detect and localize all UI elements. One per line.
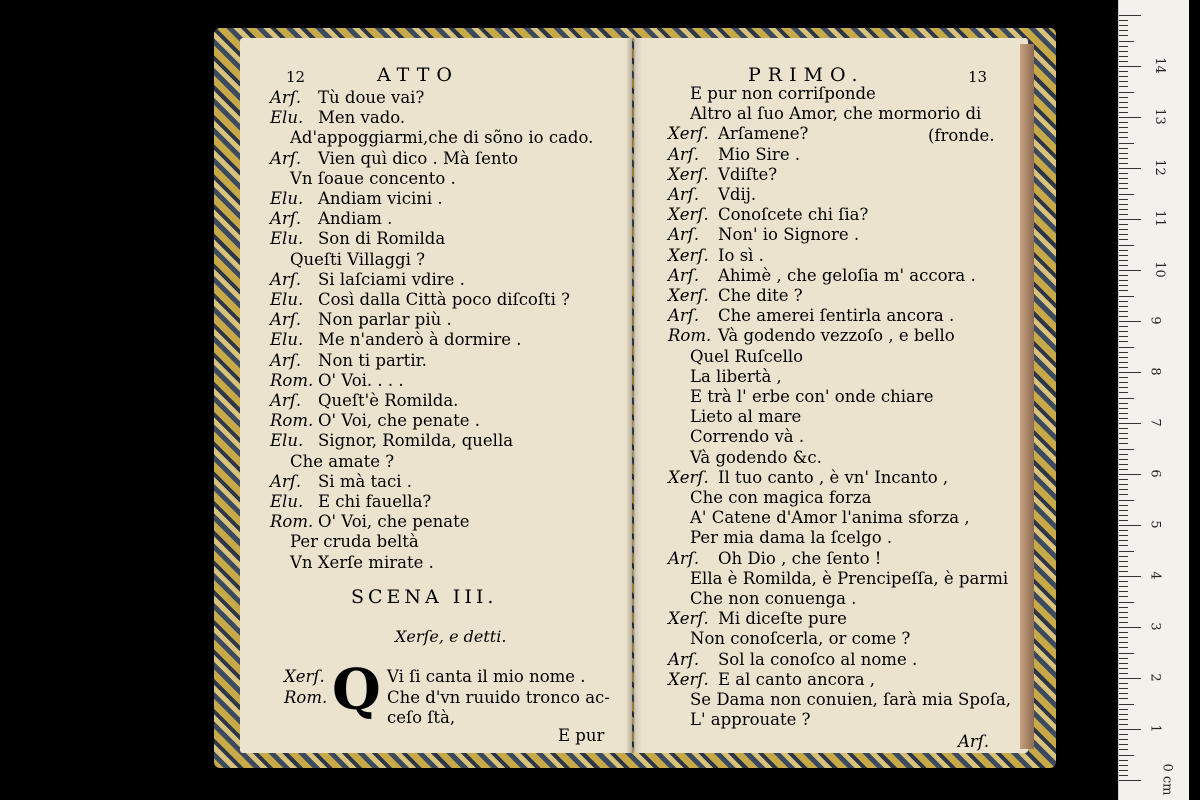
ruler-tick <box>1119 331 1128 332</box>
verse-line: O' Voi. . . . <box>318 370 404 390</box>
ruler-tick <box>1119 704 1134 705</box>
ruler-tick <box>1119 326 1128 327</box>
ruler-tick <box>1119 148 1128 149</box>
speaker-label: Xerſ. <box>668 609 709 629</box>
ruler-tick <box>1119 35 1128 36</box>
speaker-label: Xerſ. <box>668 245 709 265</box>
ruler-tick <box>1119 413 1128 414</box>
ruler-label: 0 cm <box>1159 763 1175 796</box>
verse-line: O' Voi, che penate <box>318 512 470 532</box>
ruler-tick <box>1119 489 1128 490</box>
ruler-tick <box>1119 56 1128 57</box>
ruler-tick <box>1119 566 1128 567</box>
ruler-tick <box>1119 199 1128 200</box>
verse-line: Che dite ? <box>718 286 803 305</box>
verse-line: Oh Dio , che ſento ! <box>718 548 882 568</box>
ruler-tick <box>1119 265 1128 266</box>
ruler-tick <box>1119 744 1128 745</box>
speaker-label: Xerſ. <box>668 286 709 305</box>
ruler-tick <box>1119 479 1128 480</box>
speaker-label: Elu. <box>270 189 304 208</box>
ruler-tick <box>1119 760 1128 761</box>
speaker-label: Arſ. <box>668 144 700 164</box>
speaker-label: Arſ. <box>270 310 302 330</box>
measurement-ruler <box>1118 0 1189 800</box>
speaker-label: Arſ. <box>668 185 700 204</box>
verse-line: Queſt'è Romilda. <box>318 391 459 410</box>
ruler-tick <box>1119 362 1128 363</box>
ruler-tick <box>1119 188 1128 189</box>
ruler-tick <box>1119 306 1128 307</box>
ruler-tick <box>1119 739 1128 740</box>
ruler-tick <box>1119 183 1128 184</box>
ruler-tick <box>1119 714 1128 715</box>
speaker-label: Elu. <box>270 492 304 511</box>
ruler-tick <box>1119 372 1141 373</box>
ruler-tick <box>1119 688 1128 689</box>
ruler-tick <box>1119 392 1128 393</box>
ruler-tick <box>1119 474 1141 475</box>
speaker-label: Rom. <box>270 370 314 390</box>
verse-line: Và godendo vezzoſo , e bello <box>718 326 955 346</box>
overflow-word: (fronde. <box>928 126 995 145</box>
verse-line: Per mia dama la ſcelgo . <box>690 528 893 548</box>
ruler-tick <box>1119 76 1128 77</box>
ruler-tick <box>1119 765 1128 766</box>
ruler-tick <box>1119 469 1128 470</box>
ruler-tick <box>1119 484 1128 485</box>
ruler-tick <box>1119 627 1141 628</box>
ruler-tick <box>1119 398 1134 399</box>
verse-line: Non conoſcerla, or come ? <box>690 629 911 649</box>
ruler-tick <box>1119 224 1128 225</box>
ruler-tick <box>1119 107 1128 108</box>
verse-line: La libertà , <box>690 366 782 386</box>
speaker-label: Rom. <box>270 411 314 431</box>
ruler-label: 6 <box>1147 469 1163 478</box>
ruler-tick <box>1119 770 1128 771</box>
verse-line: A' Catene d'Amor l'anima sforza , <box>690 508 970 528</box>
speaker-label: Arſ. <box>270 88 302 107</box>
verse-line: Vn Xerſe mirate . <box>290 552 434 572</box>
ruler-tick <box>1119 642 1128 643</box>
ruler-tick <box>1119 285 1128 286</box>
drop-cap: Q <box>332 657 381 723</box>
verse-line: Vien quì dico . Mà ſento <box>318 148 519 168</box>
verse-line: Che non conuenga . <box>690 589 857 608</box>
ruler-tick <box>1119 719 1128 720</box>
ruler-tick <box>1119 275 1128 276</box>
ruler-tick <box>1119 693 1128 694</box>
ruler-tick <box>1119 464 1128 465</box>
ruler-tick <box>1119 25 1128 26</box>
ruler-tick <box>1119 367 1128 368</box>
ruler-tick <box>1119 459 1128 460</box>
ruler-tick <box>1119 321 1141 322</box>
speaker-label: Rom. <box>284 687 328 707</box>
ruler-tick <box>1119 168 1141 169</box>
ruler-label: 11 <box>1151 210 1167 227</box>
speaker-label: Elu. <box>270 330 304 350</box>
ruler-tick <box>1119 433 1128 434</box>
ruler-tick <box>1119 239 1128 240</box>
ruler-tick <box>1119 357 1128 358</box>
ruler-tick <box>1119 30 1128 31</box>
ruler-tick <box>1119 280 1128 281</box>
ruler-tick <box>1119 219 1141 220</box>
ruler-tick <box>1119 428 1128 429</box>
speaker-label: Arſ. <box>668 265 700 285</box>
verse-line: Mi diceſte pure <box>718 609 847 629</box>
left-page-number: 12 <box>286 68 306 86</box>
ruler-tick <box>1119 668 1128 669</box>
ruler-tick <box>1119 438 1128 439</box>
verse-line: Che con magica forza <box>690 488 872 507</box>
ruler-tick <box>1119 734 1128 735</box>
ruler-tick <box>1119 341 1128 342</box>
ruler-tick <box>1119 663 1128 664</box>
ruler-tick <box>1119 673 1128 674</box>
ruler-label: 5 <box>1147 520 1163 529</box>
verse-line: Che amerei ſentirla ancora . <box>718 306 955 326</box>
verse-line: Lieto al mare <box>690 407 802 427</box>
speaker-label: Elu. <box>270 229 304 249</box>
ruler-tick <box>1119 347 1134 348</box>
ruler-tick <box>1119 296 1134 297</box>
verse-line: Io sì . <box>718 245 764 265</box>
ruler-label: 3 <box>1147 622 1163 631</box>
verse-line: E pur non corriſponde <box>690 84 876 103</box>
verse-line: Se Dama non conuien, ſarà mia Spoſa, <box>690 690 1012 709</box>
ruler-tick <box>1119 525 1141 526</box>
ruler-label: 8 <box>1147 367 1163 376</box>
ruler-tick <box>1119 607 1128 608</box>
speaker-label: Elu. <box>270 290 304 309</box>
right-catchword: Arſ. <box>958 732 990 751</box>
speaker-label: Xerſ. <box>668 124 709 144</box>
ruler-tick <box>1119 520 1128 521</box>
ruler-tick <box>1119 449 1134 450</box>
ruler-tick <box>1119 20 1128 21</box>
verse-line: Quel Ruſcello <box>690 346 804 366</box>
speaker-label: Xerſ. <box>668 467 709 487</box>
ruler-tick <box>1119 454 1128 455</box>
verse-line: Arſamene? <box>718 124 809 144</box>
ruler-tick <box>1119 245 1134 246</box>
ruler-tick <box>1119 143 1134 144</box>
ruler-tick <box>1119 311 1128 312</box>
ruler-tick <box>1119 530 1128 531</box>
ruler-label: 14 <box>1151 57 1167 74</box>
ruler-label: 1 <box>1147 724 1163 733</box>
ruler-tick <box>1119 500 1134 501</box>
ruler-tick <box>1119 61 1128 62</box>
ruler-tick <box>1119 301 1128 302</box>
verse-line: Conoſcete chi ſia? <box>718 205 869 225</box>
ruler-tick <box>1119 749 1128 750</box>
verse-line: Che d'vn ruuido tronco ac- <box>387 687 610 707</box>
speaker-label: Arſ. <box>270 471 302 491</box>
ruler-tick <box>1119 780 1141 781</box>
verse-line: Mio Sire . <box>718 144 801 164</box>
ruler-tick <box>1119 637 1128 638</box>
ruler-tick <box>1119 653 1134 654</box>
ruler-tick <box>1119 387 1128 388</box>
ruler-tick <box>1119 41 1134 42</box>
speaker-label: Arſ. <box>270 350 302 370</box>
scene-heading: SCENA III. <box>351 586 498 608</box>
verse-line: Il tuo canto , è vn' Incanto , <box>718 467 949 487</box>
ruler-tick <box>1119 505 1128 506</box>
ruler-tick <box>1119 92 1134 93</box>
speaker-label: Elu. <box>270 108 304 128</box>
speaker-label: Elu. <box>270 431 304 451</box>
ruler-tick <box>1119 535 1128 536</box>
verse-line: Queſti Villaggi ? <box>290 249 425 269</box>
ruler-tick <box>1119 51 1128 52</box>
ruler-tick <box>1119 612 1128 613</box>
speaker-label: Arſ. <box>270 391 302 410</box>
ruler-tick <box>1119 632 1128 633</box>
verse-line: Ella è Romilda, è Prencipeſſa, è parmi <box>690 568 1009 588</box>
ruler-tick <box>1119 709 1128 710</box>
speaker-label: Rom. <box>270 512 314 532</box>
verse-line: Andiam vicini . <box>318 189 443 208</box>
ruler-tick <box>1119 336 1128 337</box>
speaker-label: Arſ. <box>668 225 700 245</box>
ruler-tick <box>1119 173 1128 174</box>
ruler-tick <box>1119 510 1128 511</box>
ruler-tick <box>1119 71 1128 72</box>
ruler-tick <box>1119 755 1134 756</box>
speaker-label: Xerſ. <box>668 205 709 225</box>
ruler-tick <box>1119 209 1128 210</box>
verse-line: Ahimè , che geloſia m' accora . <box>718 265 976 285</box>
ruler-tick <box>1119 403 1128 404</box>
verse-line: Và godendo &c. <box>690 447 822 467</box>
ruler-tick <box>1119 117 1141 118</box>
verse-line: E trà l' erbe con' onde chiare <box>690 387 934 406</box>
right-running-header: PRIMO. <box>748 64 865 86</box>
verse-line: ceſo ſtà, <box>387 708 456 727</box>
ruler-tick <box>1119 729 1141 730</box>
ruler-tick <box>1119 229 1128 230</box>
ruler-tick <box>1119 382 1128 383</box>
verse-line: Son di Romilda <box>318 229 446 249</box>
verse-line: Correndo và . <box>690 427 805 447</box>
ruler-tick <box>1119 15 1141 16</box>
ruler-tick <box>1119 545 1128 546</box>
ruler-label: 7 <box>1147 418 1163 427</box>
ruler-tick <box>1119 423 1141 424</box>
ruler-tick <box>1119 204 1128 205</box>
verse-line: Andiam . <box>318 209 393 229</box>
verse-line: Si mà taci . <box>318 471 413 491</box>
ruler-tick <box>1119 556 1128 557</box>
ruler-tick <box>1119 102 1128 103</box>
speaker-label: Arſ. <box>270 148 302 168</box>
ruler-tick <box>1119 86 1128 87</box>
speaker-label: Arſ. <box>270 269 302 289</box>
verse-line: Che amate ? <box>290 451 395 471</box>
ruler-tick <box>1119 122 1128 123</box>
ruler-tick <box>1119 178 1128 179</box>
left-catchword: E pur <box>558 726 605 745</box>
ruler-label: 2 <box>1147 673 1163 682</box>
right-page-number: 13 <box>968 68 988 86</box>
verse-line: Non' io Signore . <box>718 225 860 245</box>
verse-line: Vi ſi canta il mio nome . <box>387 667 586 686</box>
ruler-tick <box>1119 724 1128 725</box>
ruler-tick <box>1119 112 1128 113</box>
verse-line: Vdij. <box>718 185 757 204</box>
ruler-tick <box>1119 81 1128 82</box>
ruler-tick <box>1119 158 1128 159</box>
ruler-tick <box>1119 408 1128 409</box>
ruler-tick <box>1119 551 1134 552</box>
ruler-tick <box>1119 515 1128 516</box>
ruler-tick <box>1119 260 1128 261</box>
ruler-tick <box>1119 137 1128 138</box>
left-running-header: ATTO <box>377 64 459 86</box>
ruler-tick <box>1119 647 1128 648</box>
ruler-tick <box>1119 97 1128 98</box>
ruler-tick <box>1119 658 1128 659</box>
ruler-tick <box>1119 494 1128 495</box>
verse-line: E al canto ancora , <box>718 669 876 689</box>
verse-line: Ad'appoggiarmi,che di sõno io cado. <box>290 128 594 148</box>
ruler-tick <box>1119 678 1141 679</box>
ruler-label: 4 <box>1147 571 1163 580</box>
ruler-tick <box>1119 377 1128 378</box>
ruler-tick <box>1119 255 1128 256</box>
speaker-label: Arſ. <box>668 306 700 326</box>
speaker-label: Arſ. <box>668 548 700 568</box>
ruler-tick <box>1119 576 1141 577</box>
speaker-label: Xerſ. <box>668 164 709 184</box>
ruler-tick <box>1119 153 1128 154</box>
ruler-tick <box>1119 316 1128 317</box>
ruler-label: 10 <box>1151 261 1167 278</box>
ruler-tick <box>1119 66 1141 67</box>
ruler-tick <box>1119 591 1128 592</box>
ruler-tick <box>1119 46 1128 47</box>
ruler-label: 9 <box>1147 316 1163 325</box>
ruler-tick <box>1119 127 1128 128</box>
ruler-tick <box>1119 622 1128 623</box>
verse-line: Si laſciami vdire . <box>318 269 465 289</box>
ruler-tick <box>1119 602 1134 603</box>
ruler-tick <box>1119 418 1128 419</box>
ruler-tick <box>1119 561 1128 562</box>
verse-line: Così dalla Città poco diſcoſti ? <box>318 290 570 309</box>
ruler-label: 13 <box>1151 108 1167 125</box>
speaker-label: Rom. <box>668 326 712 346</box>
ruler-tick <box>1119 214 1128 215</box>
verse-line: L' approuate ? <box>690 710 811 730</box>
verse-line: Altro al ſuo Amor, che mormorio di <box>690 104 982 124</box>
ruler-tick <box>1119 443 1128 444</box>
ruler-tick <box>1119 290 1128 291</box>
verse-line: Sol la conoſco al nome . <box>718 649 918 669</box>
ruler-tick <box>1119 571 1128 572</box>
ruler-tick <box>1119 617 1128 618</box>
verse-line: Non parlar più . <box>318 310 452 330</box>
ruler-tick <box>1119 352 1128 353</box>
verse-line: Non ti partir. <box>318 350 427 370</box>
ruler-tick <box>1119 683 1128 684</box>
verse-line: Vdiſte? <box>718 164 778 184</box>
speaker-label: Arſ. <box>668 649 700 669</box>
speaker-label: Xerſ. <box>668 669 709 689</box>
verse-line: Men vado. <box>318 108 406 128</box>
verse-line: Me n'anderò à dormire . <box>318 330 522 350</box>
ruler-tick <box>1119 250 1128 251</box>
verse-line: O' Voi, che penate . <box>318 411 480 431</box>
ruler-tick <box>1119 132 1128 133</box>
ruler-tick <box>1119 194 1134 195</box>
speaker-label: Arſ. <box>270 209 302 229</box>
ruler-tick <box>1119 540 1128 541</box>
verse-line: Signor, Romilda, quella <box>318 431 514 451</box>
ruler-tick <box>1119 596 1128 597</box>
ruler-tick <box>1119 775 1128 776</box>
ruler-tick <box>1119 581 1128 582</box>
verse-line: E chi fauella? <box>318 492 432 511</box>
book-gutter <box>626 38 642 753</box>
scene-subheading: Xerſe, e detti. <box>395 627 507 646</box>
verse-line: Tù doue vai? <box>318 88 425 107</box>
verse-line: Vn ſoaue concento . <box>290 168 456 188</box>
ruler-tick <box>1119 586 1128 587</box>
ruler-label: 12 <box>1151 159 1167 176</box>
speaker-label: Xerſ. <box>284 667 325 686</box>
verse-line: Per cruda beltà <box>290 532 419 552</box>
ruler-tick <box>1119 234 1128 235</box>
ruler-tick <box>1119 270 1141 271</box>
ruler-tick <box>1119 698 1128 699</box>
ruler-tick <box>1119 163 1128 164</box>
page-edge <box>1020 44 1034 749</box>
